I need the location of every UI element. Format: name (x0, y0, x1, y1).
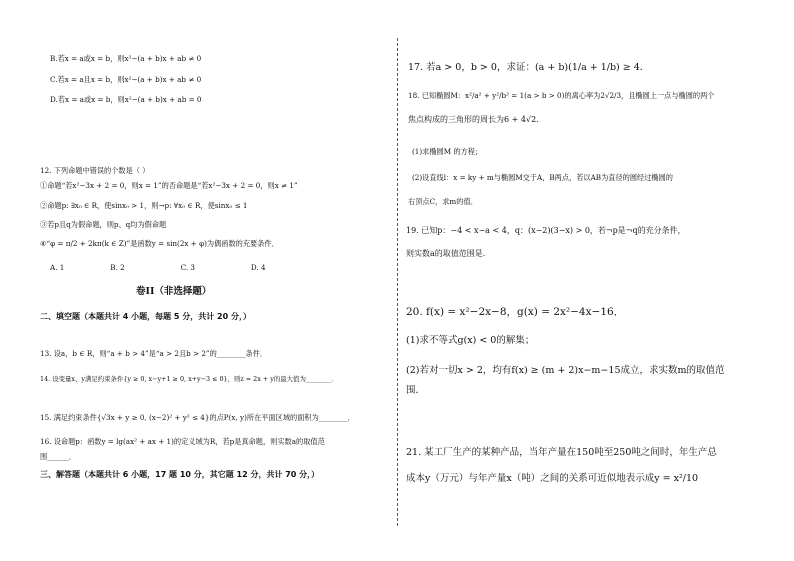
q12-stem: 12. 下列命题中错误的个数是（ ） (40, 166, 150, 175)
q15: 15. 满足约束条件{√3x + y ≥ 0, (x−2)² + y² ≤ 4}的点P(x, y)所在平面区域的面积为________． (40, 413, 355, 422)
column-divider (397, 38, 398, 526)
q11-option-c: C.若x = a且x = b，则x²−(a + b)x + ab ≠ 0 (50, 75, 202, 84)
q13: 13. 设a，b ∈ R，则“a + b > 4”是“a > 2且b > 2”的________条件． (40, 349, 268, 358)
q12-item-1: ①命题“若x²−3x + 2 = 0，则x = 1”的否命题是“若x²−3x + 2 = 0，则x ≠ 1” (40, 181, 298, 190)
q16-line-2: 围______． (40, 452, 76, 461)
q21-line-2: 成本y（万元）与年产量x（吨）之间的关系可近似地表示成y = x²/10 (406, 473, 699, 484)
part-2-title: 卷II（非选择题） (136, 286, 212, 297)
q19-line-1: 19. 已知p：−4 < x−a < 4，q：(x−2)(3−x) > 0，若¬p是¬q的充分条件， (406, 226, 686, 235)
q18-line-1: 18. 已知椭圆M：x²/a² + y²/b² = 1(a > b > 0)的离心率为2√2/3，且椭圆上一点与椭圆的两个 (408, 91, 715, 100)
q12-item-2: ②命题p: ∃x₀ ∈ R，使sinx₀ > 1，则¬p: ∀x₀ ∈ R，使sinx₀ ≤ 1 (40, 201, 248, 210)
q14: 14. 设变量x、y满足约束条件{y ≥ 0, x−y+1 ≥ 0, x+y−3 ≤ 0}，则z = 2x + y的最大值为________． (40, 375, 338, 383)
q12-item-4: ④“φ = π/2 + 2kπ(k ∈ Z)”是函数y = sin(2x + φ)为偶函数的充要条件． (40, 239, 279, 248)
q12-choice-a: A. 1 (50, 263, 65, 272)
q20-part-1: (1)求不等式g(x) < 0的解集； (406, 335, 535, 346)
q12-choices (50, 264, 266, 272)
section-2-heading: 二、填空题（本题共计 4 小题，每题 5 分，共计 20 分，） (40, 312, 251, 321)
q12-choice-d: D. 4 (250, 263, 266, 272)
section-3-heading: 三、解答题（本题共计 6 小题，17 题 10 分，其它题 12 分，共计 70 分，） (40, 470, 320, 479)
q12-choice-c: C. 3 (180, 263, 195, 272)
q17: 17. 若a > 0，b > 0，求证：(a + b)(1/a + 1/b) ≥ 4． (408, 62, 650, 73)
q20-part-2-line-1: (2)若对一切x > 2，均有f(x) ≥ (m + 2)x−m−15成立，求实数m的取值范 (406, 365, 725, 376)
q18-part-1: (1)求椭圆M 的方程； (412, 147, 483, 156)
q18-line-2: 焦点构成的三角形的周长为6 + 4√2． (408, 115, 545, 124)
q12-item-3: ③若p且q为假命题，则p、q均为假命题 (40, 220, 167, 229)
q18-part-2-line-1: (2)设直线l：x = ky + m与椭圆M交于A，B两点，若以AB为直径的圆经过椭圆的 (412, 173, 673, 182)
q18-part-2-line-2: 右顶点C，求m的值． (408, 197, 478, 206)
q21-line-1: 21. 某工厂生产的某种产品，当年产量在150吨至250吨之间时，年生产总 (406, 447, 717, 458)
q20-part-2-line-2: 围． (406, 385, 426, 396)
q16-line-1: 16. 设命题p：函数y = lg(ax² + ax + 1)的定义域为R，若p是真命题，则实数a的取值范 (40, 437, 325, 446)
q12-choice-b: B. 2 (110, 263, 125, 272)
q11-option-d: D.若x = a或x = b，则x²−(a + b)x + ab = 0 (50, 95, 202, 104)
q19-line-2: 则实数a的取值范围是． (406, 249, 491, 258)
q11-option-b: B.若x = a或x = b，则x²−(a + b)x + ab ≠ 0 (50, 54, 202, 63)
q20-line-1: 20. f(x) = x²−2x−8，g(x) = 2x²−4x−16． (406, 306, 625, 318)
